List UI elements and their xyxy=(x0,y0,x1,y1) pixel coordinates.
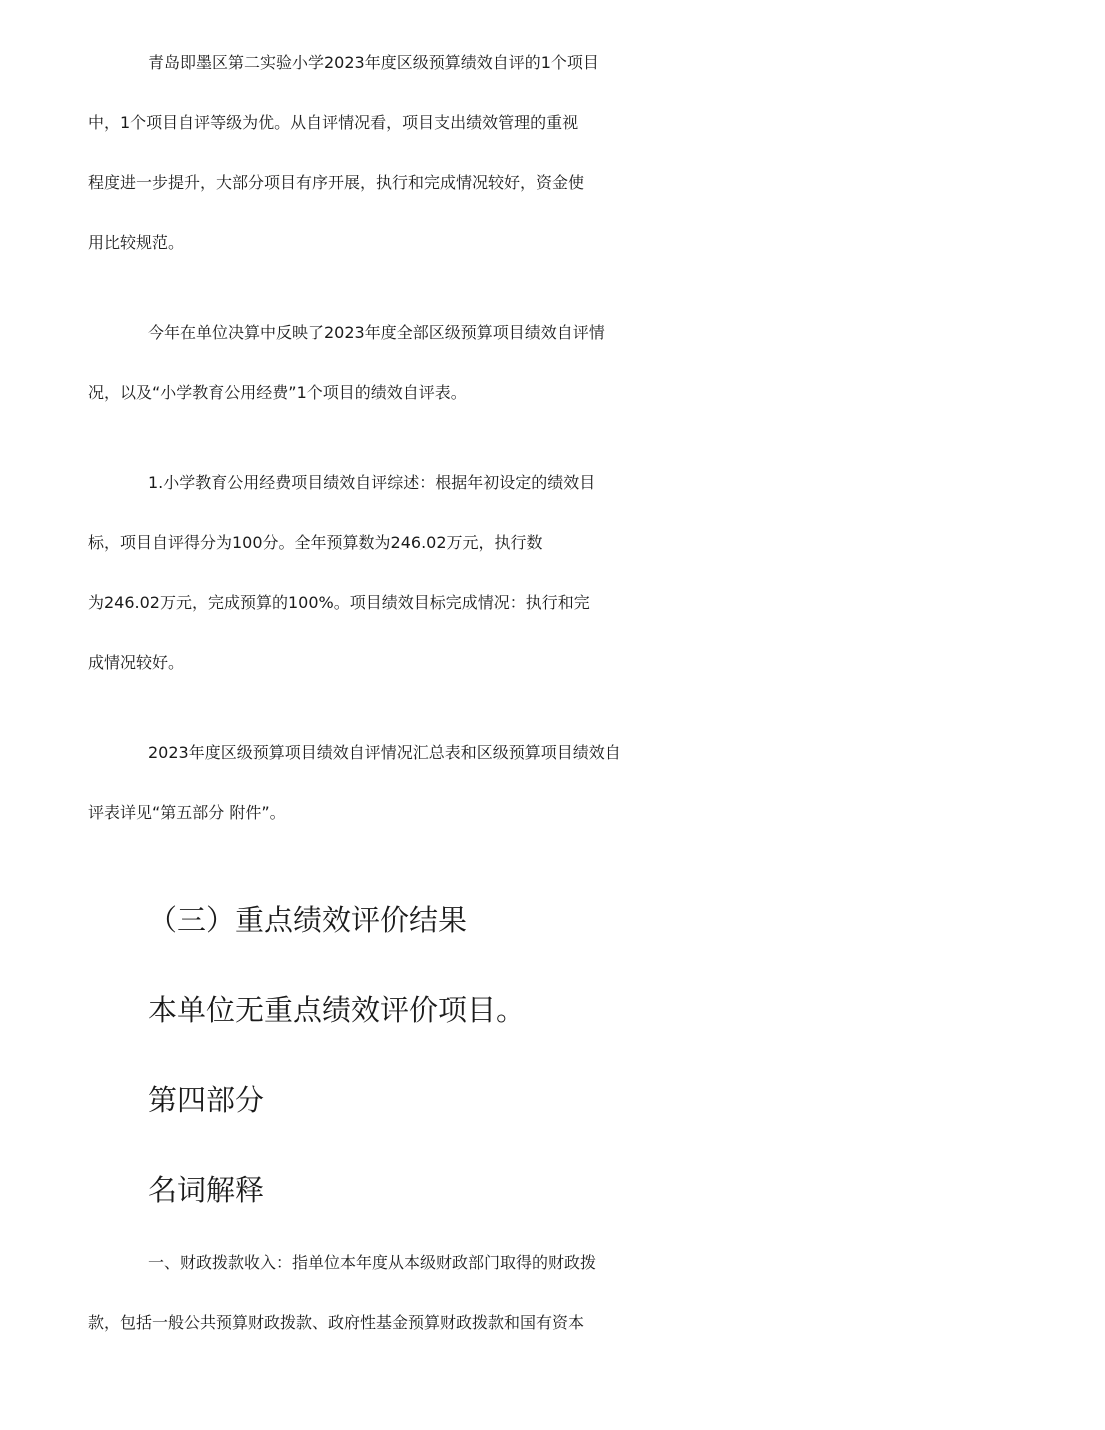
paragraph-final-accounts xyxy=(88,320,1028,440)
text-line: 为246.02万元，完成预算的100%。项目绩效目标完成情况：执行和完 xyxy=(88,593,590,612)
text-line: 款，包括一般公共预算财政拨款、政府性基金预算财政拨款和国有资本 xyxy=(88,1313,585,1332)
text-line: 一、财政拨款收入：指单位本年度从本级财政部门取得的财政拨 xyxy=(148,1253,597,1272)
text-line: 今年在单位决算中反映了2023年度全部区级预算项目绩效自评情 xyxy=(148,323,605,342)
text-line: 中，1个项目自评等级为优。从自评情况看，项目支出绩效管理的重视 xyxy=(88,113,579,132)
text-line: 用比较规范。 xyxy=(88,233,185,252)
document-page xyxy=(88,50,1028,1370)
text-line: 标，项目自评得分为100分。全年预算数为246.02万元，执行数 xyxy=(88,533,543,552)
paragraph-attachment-reference xyxy=(88,740,1028,860)
text-line: 1.小学教育公用经费项目绩效自评综述：根据年初设定的绩效目 xyxy=(148,473,596,492)
section-heading: （三）重点绩效评价结果 xyxy=(148,903,468,937)
section-text: 本单位无重点绩效评价项目。 xyxy=(148,993,526,1027)
text-line: 成情况较好。 xyxy=(88,653,185,672)
text-line: 2023年度区级预算项目绩效自评情况汇总表和区级预算项目绩效自 xyxy=(148,743,621,762)
paragraph-project-overview xyxy=(88,470,1028,710)
text-line: 程度进一步提升，大部分项目有序开展，执行和完成情况较好，资金使 xyxy=(88,173,585,192)
part-subtitle: 名词解释 xyxy=(148,1173,265,1207)
paragraph-evaluation-summary xyxy=(88,50,1028,290)
paragraph-definition xyxy=(88,1250,1028,1370)
text-line: 况，以及“小学教育公用经费”1个项目的绩效自评表。 xyxy=(88,383,467,402)
part-title: 第四部分 xyxy=(148,1083,265,1117)
text-line: 评表详见“第五部分 附件”。 xyxy=(88,803,286,822)
text-line: 青岛即墨区第二实验小学2023年度区级预算绩效自评的1个项目 xyxy=(148,53,599,72)
